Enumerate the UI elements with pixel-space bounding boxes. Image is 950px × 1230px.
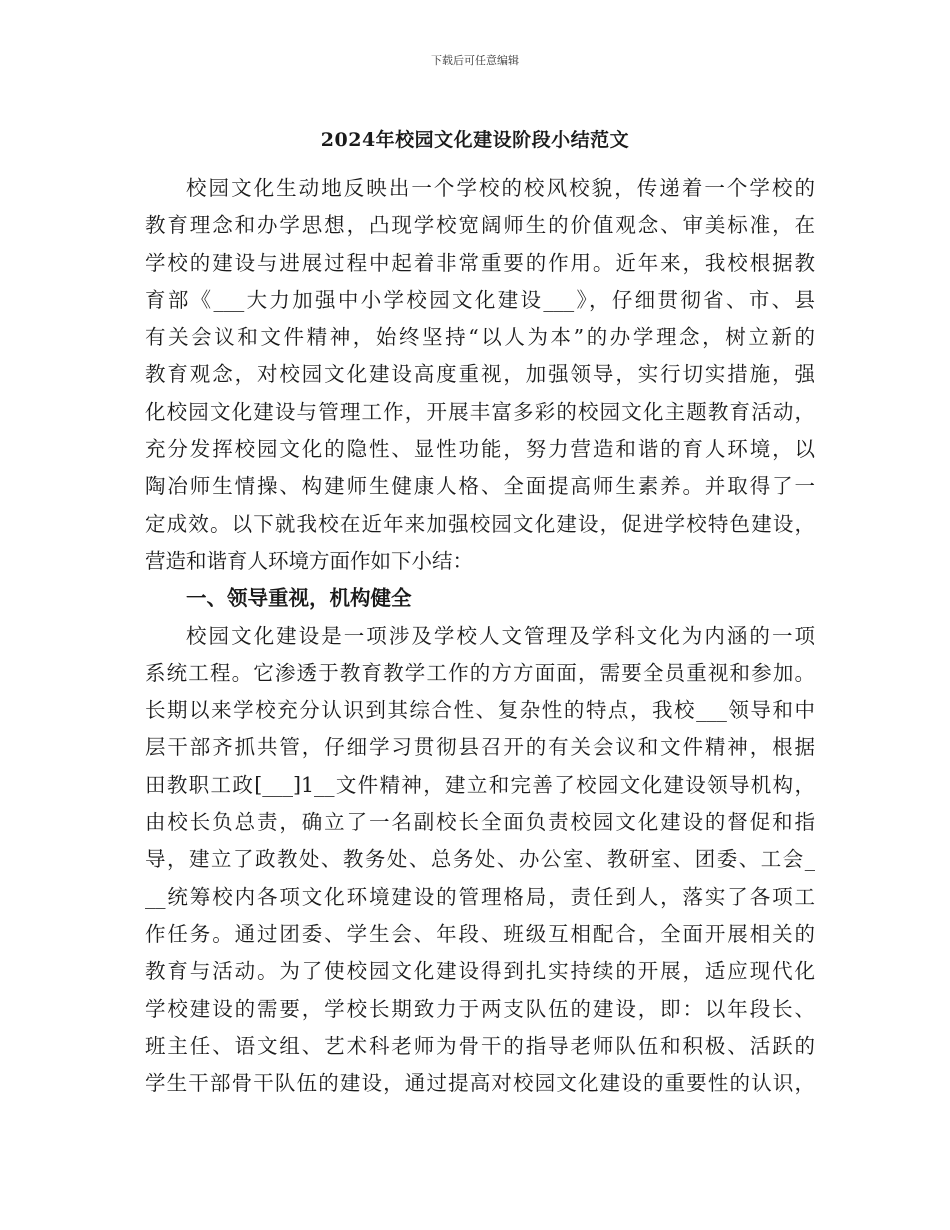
body-line: 田教职工政[___]1__文件精神，建立和完善了校园文化建设领导机构， — [145, 772, 815, 797]
header-note: 下载后可任意编辑 — [431, 54, 519, 67]
body-line: __统筹校内各项文化环境建设的管理格局，责任到人，落实了各项工 — [145, 884, 815, 909]
body-line: 系统工程。它渗透于教育教学工作的方方面面，需要全员重视和参加。 — [145, 660, 815, 685]
body-line: 学校建设的需要，学校长期致力于两支队伍的建设，即：以年段长、 — [145, 996, 815, 1021]
body-line: 作任务。通过团委、学生会、年段、班级互相配合，全面开展相关的 — [145, 921, 815, 946]
body-line: 学生干部骨干队伍的建设，通过提高对校园文化建设的重要性的认识， — [145, 1071, 815, 1096]
body-line: 由校长负总责，确立了一名副校长全面负责校园文化建设的督促和指 — [145, 810, 815, 835]
body-line: 有关会议和文件精神，始终坚持“以人为本”的办学理念，树立新的 — [145, 325, 815, 350]
body-line: 化校园文化建设与管理工作，开展丰富多彩的校园文化主题教育活动， — [145, 399, 815, 424]
body-line: 导，建立了政教处、教务处、总务处、办公室、教研室、团委、工会_ — [145, 847, 815, 872]
body-line: 陶冶师生情操、构建师生健康人格、全面提高师生素养。并取得了一 — [145, 474, 815, 499]
body-line: 层干部齐抓共管，仔细学习贯彻县召开的有关会议和文件精神，根据 — [145, 735, 815, 760]
section-heading: 一、领导重视，机构健全 — [186, 586, 412, 611]
body-line: 教育观念，对校园文化建设高度重视，加强领导，实行切实措施，强 — [145, 362, 815, 387]
body-line: 教育与活动。为了使校园文化建设得到扎实持续的开展，适应现代化 — [145, 959, 815, 984]
body-line: 营造和谐育人环境方面作如下小结： — [145, 548, 473, 573]
body-line: 校园文化生动地反映出一个学校的校风校貌，传递着一个学校的 — [186, 176, 815, 200]
body-line: 校园文化建设是一项涉及学校人文管理及学科文化为内涵的一项 — [186, 623, 815, 648]
document-title: 2024年校园文化建设阶段小结范文 — [320, 129, 630, 151]
body-line: 长期以来学校充分认识到其综合性、复杂性的特点，我校___领导和中 — [145, 698, 815, 723]
body-line: 学校的建设与进展过程中起着非常重要的作用。近年来，我校根据教 — [145, 250, 815, 275]
body-line: 班主任、语文组、艺术科老师为骨干的指导老师队伍和积极、活跃的 — [145, 1033, 815, 1058]
body-line: 育部《___大力加强中小学校园文化建设___》，仔细贯彻省、市、县 — [145, 287, 815, 312]
body-line: 定成效。以下就我校在近年来加强校园文化建设，促进学校特色建设， — [145, 511, 815, 536]
body-line: 充分发挥校园文化的隐性、显性功能，努力营造和谐的育人环境，以 — [145, 437, 815, 462]
document-body — [145, 170, 815, 1102]
body-line: 教育理念和办学思想，凸现学校宽阔师生的价值观念、审美标准，在 — [145, 213, 815, 238]
